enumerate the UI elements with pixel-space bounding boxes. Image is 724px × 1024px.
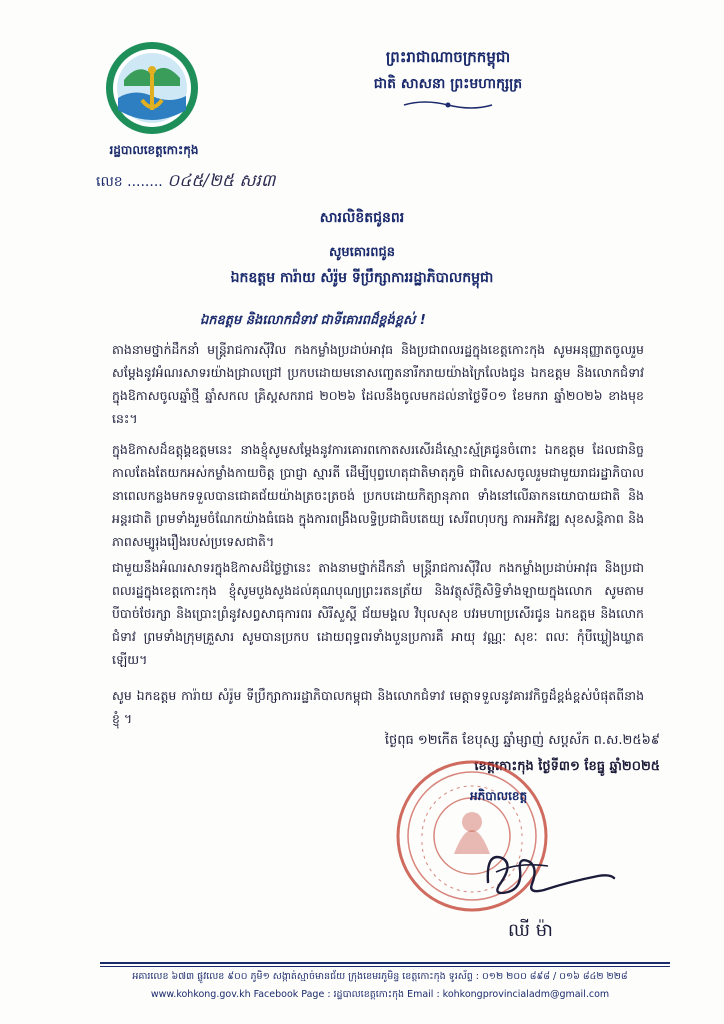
- handwritten-signature: [478, 832, 618, 912]
- national-motto: ជាតិ សាសនា ព្រះមហាក្សត្រ: [373, 76, 523, 92]
- reference-number: លេខ ........ ០៤៥/២៥ សរ៣: [96, 171, 276, 191]
- footer-divider-thin: [100, 966, 670, 967]
- solar-date: ខេត្តកោះកុង ថ្ងៃទី៣១ ខែធ្នូ ឆ្នាំ២០២៥: [474, 759, 660, 774]
- reference-value: ០៤៥/២៥ សរ៣: [167, 171, 276, 191]
- respect-line: សូមគោរពជូន: [328, 245, 395, 260]
- ornament-divider: [400, 96, 496, 108]
- lunar-date: ថ្ងៃពុធ ១២កើត ខែបុស្ស ឆ្នាំម្សាញ់ សប្តស័ក ព.ស.២៥៦៩: [384, 733, 660, 748]
- provincial-logo: [104, 40, 200, 136]
- body-paragraph-4: សូម ឯកឧត្តម ការ៉ាយ សំរ៉ូម ទីប្រឹក្សាការរដ្ឋាភិបាលកម្ពុជា និងលោកជំទាវ មេត្តាទទួលនូវគារវកិច្ចដ៏ខ្ពង់ខ្ពស់បំផុតពីនាងខ្ញុំ ។: [112, 688, 644, 726]
- footer-divider: [100, 962, 670, 964]
- signer-title: អភិបាលខេត្ត: [470, 789, 528, 803]
- signer-name: ឈី ម៉ា: [508, 920, 553, 941]
- body-paragraph-3: ជាមួយនឹងអំណរសាទរក្នុងឱកាសដ៏ថ្លៃថ្លានេះ តាងនាមថ្នាក់ដឹកនាំ មន្ត្រីរាជការស៊ីវិល កងកម្លាំងប្រដាប់អាវុធ និងប្រជាពលរដ្ឋក្នុងខេត្តកោះកុង ខ្ញុំសូមបួងសួងដល់គុណបុណ្យព្រះរតនត្រ័យ និងវត្ថុស័ក្តិសិទ្ធិទាំងឡាយក្នុងលោក សូមតាមបីបាច់ថែរក្សា និងប្រោះព្រំនូវសព្វសាធុការពរ សិរីសួស្តី ជ័យមង្គល វិបុលសុខ បវរមហាប្រសើរជូន ឯកឧត្តម និងលោកជំទាវ ព្រមទាំងក្រុមគ្រួសារ សូមបានប្រកប ដោយពុទ្ធពរទាំងបួនប្រការគឺ អាយុ វណ្ណៈ សុខៈ ពលៈ កុំបីឃ្លៀងឃ្លាតឡើយ។: [112, 560, 644, 667]
- letter-title: សារលិខិតជូនពរ: [319, 210, 405, 226]
- footer-contact: www.kohkong.gov.kh Facebook Page : រដ្ឋបាលខេត្តកោះកុង Email : kohkongprovincialadm@gmail.com: [150, 989, 610, 1000]
- body-paragraph-1: តាងនាមថ្នាក់ដឹកនាំ មន្ត្រីរាជការស៊ីវិល កងកម្លាំងប្រដាប់អាវុធ និងប្រជាពលរដ្ឋក្នុងខេត្តកោះកុង សូមអនុញ្ញាតចូលរួមសម្តែងនូវអំណរសាទរយ៉ាងជ្រាលជ្រៅ ប្រកបដោយមនោសញ្ចេតនារីករាយយ៉ាងក្រៃលែងជូន ឯកឧត្តម និងលោកជំទាវ ក្នុងឱកាសចូលឆ្នាំថ្មី ឆ្នាំសកល គ្រិស្តសករាជ ២០២៦ ដែលនឹងចូលមកដល់នាថ្ងៃទី០១ ខែមករា ឆ្នាំ២០២៦ ខាងមុខនេះ។: [112, 342, 644, 426]
- reference-label: លេខ: [96, 174, 123, 190]
- salutation: ឯកឧត្តម និងលោកជំទាវ ជាទីគោរពដ៏ខ្ពង់ខ្ពស់ !: [200, 313, 426, 328]
- kingdom-heading: ព្រះរាជាណាចក្រកម្ពុជា: [385, 48, 511, 66]
- agency-name: រដ្ឋបាលខេត្តកោះកុង: [109, 143, 199, 157]
- body-paragraph-2: ក្នុងឱកាសដ៏ឧត្តុង្គឧត្តមនេះ នាងខ្ញុំសូមសម្តែងនូវការគោរពកោតសរសើរដ៏ស្មោះស្ម័គ្រជូនចំពោះ ឯកឧត្តម ដែលជានិច្ចកាលតែងតែយកអស់កម្លាំងកាយចិត្ត ប្រាជ្ញា ស្មារតី ដើម្បីបុព្វហេតុជាតិមាតុភូមិ ជាពិសេសចូលរួមជាមួយរាជរដ្ឋាភិបាល នាពេលកន្លងមកទទួលបានជោគជ័យយ៉ាងត្រចះត្រចង់ ប្រកបដោយកិត្យានុភាព ទាំងនៅលើឆាកនយោបាយជាតិ និងអន្តរជាតិ ព្រមទាំងរួមចំណែកយ៉ាងធំធេង ក្នុងការពង្រឹងលទ្ធិប្រជាធិបតេយ្យ សេរីពហុបក្ស ការអភិវឌ្ឍ សុខសន្តិភាព និងភាពសម្បូរុងរឿងរបស់ប្រទេសជាតិ។: [112, 442, 644, 549]
- footer-address: អគារលេខ ៦៧៣ ផ្លូវលេខ ៩០០ ភូមិ១ សង្កាត់ស្មាច់មានជ័យ ក្រុងខេមរភូមិន្ទ ខេត្តកោះកុង ទូរស័ព្ទ : ០១២ ២០០ ៨៩៨ / ០១៦ ៨៤២ ២២៨: [132, 971, 628, 982]
- recipient-line: ឯកឧត្តម ការ៉ាយ សំរ៉ូម ទីប្រឹក្សាការរដ្ឋាភិបាលកម្ពុជា: [230, 270, 494, 286]
